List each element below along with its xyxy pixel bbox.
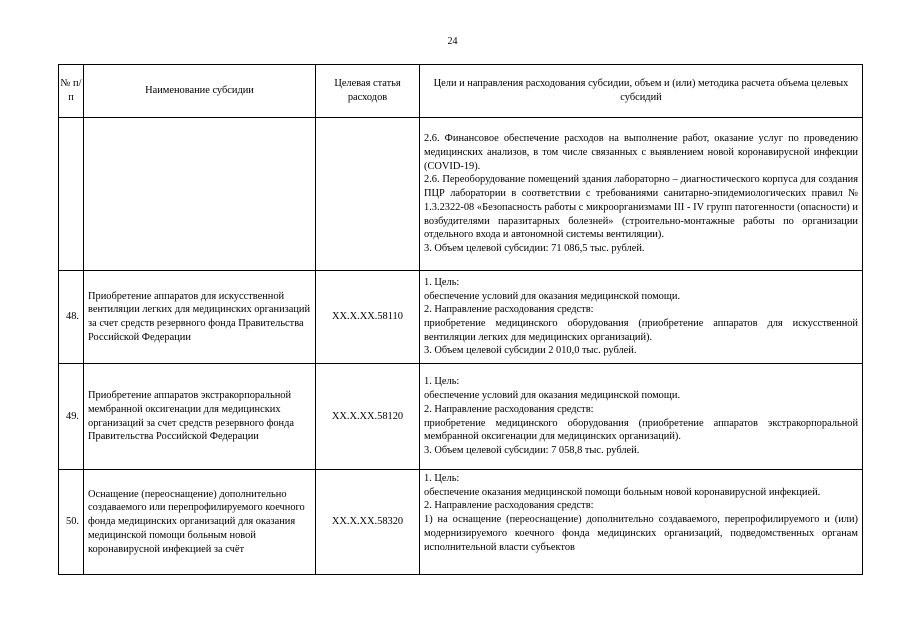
header-code: Целевая статья расходов	[316, 65, 420, 118]
description-line: обеспечение условий для оказания медицинской помощи.	[424, 290, 681, 302]
expense-code: XX.X.XX.58110	[316, 271, 420, 364]
subsidy-description	[420, 470, 863, 575]
description-line: 2. Направление расходования средств:	[424, 304, 594, 316]
table-row	[59, 364, 863, 470]
subsidies-table	[58, 64, 863, 575]
description-line: 1) на оснащение (переоснащение) дополнительно создаваемого, перепрофилируемого и (или) модернизируемого коечного фонда медицинских организаций, подведомственных органам исполнительной власти субъектов	[424, 514, 858, 553]
subsidy-name: Приобретение аппаратов экстракорпоральной мембранной оксигенации для медицинских организаций за счет средств резервного фонда Правительства Российской Федерации	[84, 364, 316, 470]
table-row	[59, 118, 863, 271]
description-line: обеспечение условий для оказания медицинской помощи.	[424, 390, 681, 402]
description-line: 2. Направление расходования средств:	[424, 403, 594, 415]
description-line: 3. Объем целевой субсидии 2 010,0 тыс. рублей.	[424, 345, 637, 357]
subsidy-description	[420, 364, 863, 470]
description-line: 1. Цель:	[424, 376, 460, 388]
description-line: 2.6. Финансовое обеспечение расходов на выполнение работ, оказание услуг по проведению медицинских анализов, в том числе связанных с выявлением новой коронавирусной инфекции (COVID-19).	[424, 133, 858, 172]
description-line: обеспечение оказания медицинской помощи больным новой коронавирусной инфекцией.	[424, 486, 821, 498]
description-line: приобретение медицинского оборудования (приобретение аппаратов для искусственной вентиляции легких для медицинских организаций).	[424, 318, 858, 343]
table-row	[59, 470, 863, 575]
expense-code: XX.X.XX.58120	[316, 364, 420, 470]
subsidy-name: Оснащение (переоснащение) дополнительно создаваемого или перепрофилируемого коечного фонда медицинских организаций для оказания медицинской помощи больным новой коронавирусной инфекцией за счёт	[84, 470, 316, 575]
table-row	[59, 271, 863, 364]
description-line: 1. Цель:	[424, 473, 460, 484]
description-line: 2.6. Переоборудование помещений здания лабораторно – диагностического корпуса для создания ПЦР лаборатории в соответствии с требованиями санитарно-эпидемиологических правил № 1.3.2322-08 «Безопасность работы с микроорганизмами III - IV групп патогенности (опасности) и возбудителями паразитарных болезней» (строительно-монтажные работы по организации отдельного входа и автономной системы вентиляции).	[424, 174, 858, 241]
row-number: 50.	[59, 470, 84, 575]
table-header-row	[59, 65, 863, 118]
description-line: 3. Объем целевой субсидии: 71 086,5 тыс. рублей.	[424, 243, 645, 255]
subsidy-name: Приобретение аппаратов для искусственной вентиляции легких для медицинских организаций за счет средств резервного фонда Правительства Российской Федерации	[84, 271, 316, 364]
page-number: 24	[447, 36, 458, 47]
description-line: 2. Направление расходования средств:	[424, 500, 594, 512]
row-number: 49.	[59, 364, 84, 470]
description-line: 1. Цель:	[424, 276, 460, 288]
description-line: 3. Объем целевой субсидии: 7 058,8 тыс. рублей.	[424, 444, 640, 456]
expense-code: XX.X.XX.58320	[316, 470, 420, 575]
row-number	[59, 118, 84, 271]
subsidy-description	[420, 271, 863, 364]
description-line: приобретение медицинского оборудования (приобретение аппаратов экстракорпоральной мембранной оксигенации для медицинских организаций).	[424, 417, 858, 443]
expense-code	[316, 118, 420, 271]
subsidy-description	[420, 118, 863, 271]
header-goals: Цели и направления расходования субсидии, объем и (или) методика расчета объема целевых субсидий	[420, 65, 863, 118]
header-num: № п/ п	[59, 65, 84, 118]
subsidy-name	[84, 118, 316, 271]
row-number: 48.	[59, 271, 84, 364]
header-name: Наименование субсидии	[84, 65, 316, 118]
